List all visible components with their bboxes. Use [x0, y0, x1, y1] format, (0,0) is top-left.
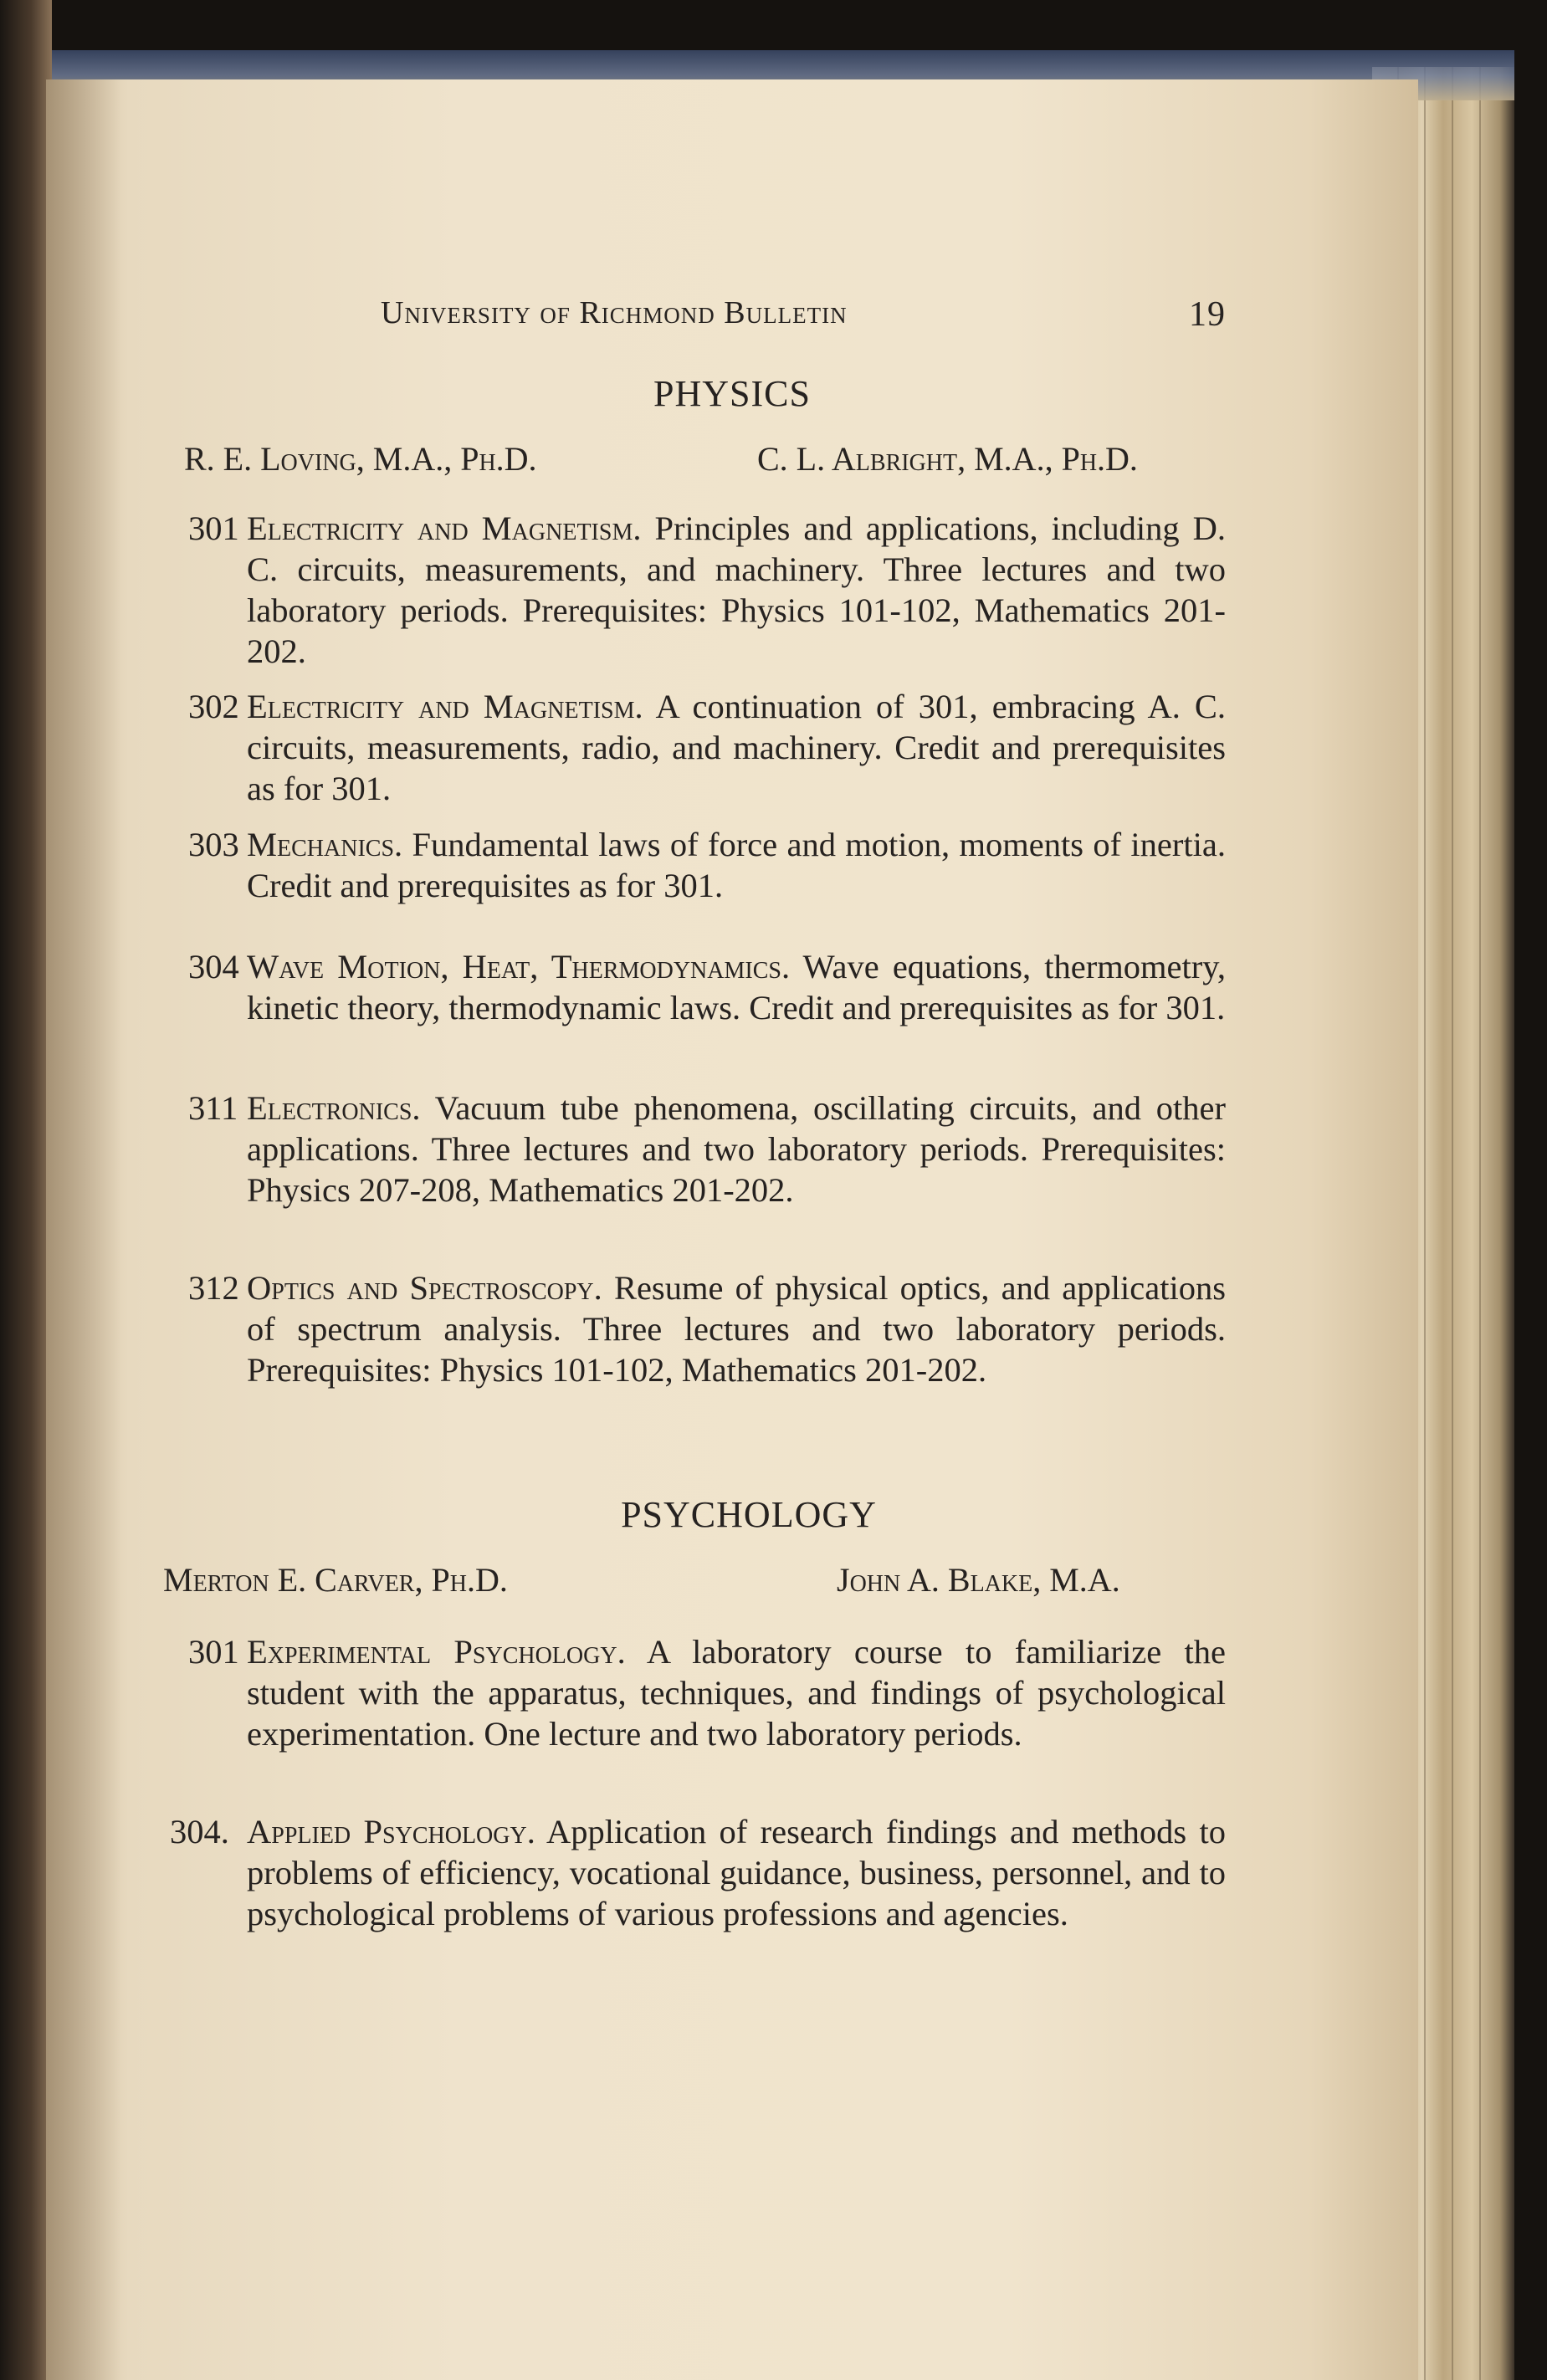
physics-faculty-1: R. E. Loving, M.A., Ph.D.: [184, 440, 537, 478]
course-physics-301: [188, 508, 1226, 672]
course-physics-311: [188, 1088, 1226, 1210]
course-title: Wave Motion, Heat, Thermodynamics.: [247, 948, 791, 985]
course-description: Principles and applications, including D. C. circuits, measurements, and machinery. Three lectures and two laboratory periods. Prerequisites: Physics 101-102, Mathematics 201-202.: [247, 509, 1226, 670]
course-title: Mechanics.: [247, 826, 403, 863]
course-psychology-301: [188, 1631, 1226, 1754]
course-title: Electronics.: [247, 1089, 421, 1127]
course-title: Optics and Spectroscopy.: [247, 1269, 602, 1307]
page-number: 19: [1189, 295, 1226, 334]
physics-faculty-2: C. L. Albright, M.A., Ph.D.: [757, 440, 1138, 478]
book-page: [46, 79, 1418, 2380]
course-title: Applied Psychology.: [247, 1813, 535, 1850]
psychology-faculty-2: John A. Blake, M.A.: [837, 1561, 1120, 1599]
course-physics-303: [188, 824, 1227, 906]
bulletin-title: University of Richmond Bulletin: [381, 295, 848, 330]
course-physics-304: [188, 946, 1226, 1028]
course-title: Experimental Psychology.: [247, 1633, 626, 1671]
course-description: Wave equations, thermometry, kinetic theory, thermodynamic laws. Credit and prerequisites as for 301.: [247, 948, 1226, 1026]
course-physics-302: [188, 686, 1227, 809]
course-description: A laboratory course to familiarize the student with the apparatus, techniques, and findings of psychological experimentation. One lecture and two laboratory periods.: [247, 1633, 1226, 1753]
running-head: [381, 294, 1226, 345]
course-number: 303: [188, 826, 239, 863]
book-spine: [0, 0, 52, 2380]
page-content: [46, 79, 1418, 2380]
course-description: Vacuum tube phenomena, oscillating circuits, and other applications. Three lectures and two laboratory periods. Prerequisites: Physics 207-208, Mathematics 201-202.: [247, 1089, 1226, 1209]
course-description: Resume of physical optics, and applications of spectrum analysis. Three lectures and two laboratory periods. Prerequisites: Physics 101-102, Mathematics 201-202.: [247, 1269, 1226, 1389]
course-psychology-304: [170, 1811, 1226, 1934]
course-title: Electricity and Magnetism.: [247, 509, 642, 547]
course-physics-312: [188, 1267, 1226, 1390]
psychology-faculty-1: Merton E. Carver, Ph.D.: [163, 1561, 508, 1599]
course-number: 301: [188, 1633, 239, 1671]
course-number: 304.: [170, 1813, 229, 1850]
course-number: 302: [188, 688, 239, 725]
course-number: 304: [188, 948, 239, 985]
course-description: Fundamental laws of force and motion, moments of inertia. Credit and prerequisites as for 301.: [247, 826, 1227, 904]
course-description: A continuation of 301, embracing A. C. circuits, measurements, radio, and machinery. Credit and prerequisites as for 301.: [247, 688, 1227, 807]
psychology-heading: PSYCHOLOGY: [621, 1494, 877, 1535]
course-title: Electricity and Magnetism.: [247, 688, 643, 725]
physics-heading: PHYSICS: [653, 373, 811, 414]
course-number: 311: [188, 1089, 238, 1127]
course-description: Application of research findings and methods to problems of efficiency, vocational guidance, business, personnel, and to psychological problems of various professions and agencies.: [247, 1813, 1226, 1932]
course-number: 301: [188, 509, 239, 547]
course-number: 312: [188, 1269, 239, 1307]
